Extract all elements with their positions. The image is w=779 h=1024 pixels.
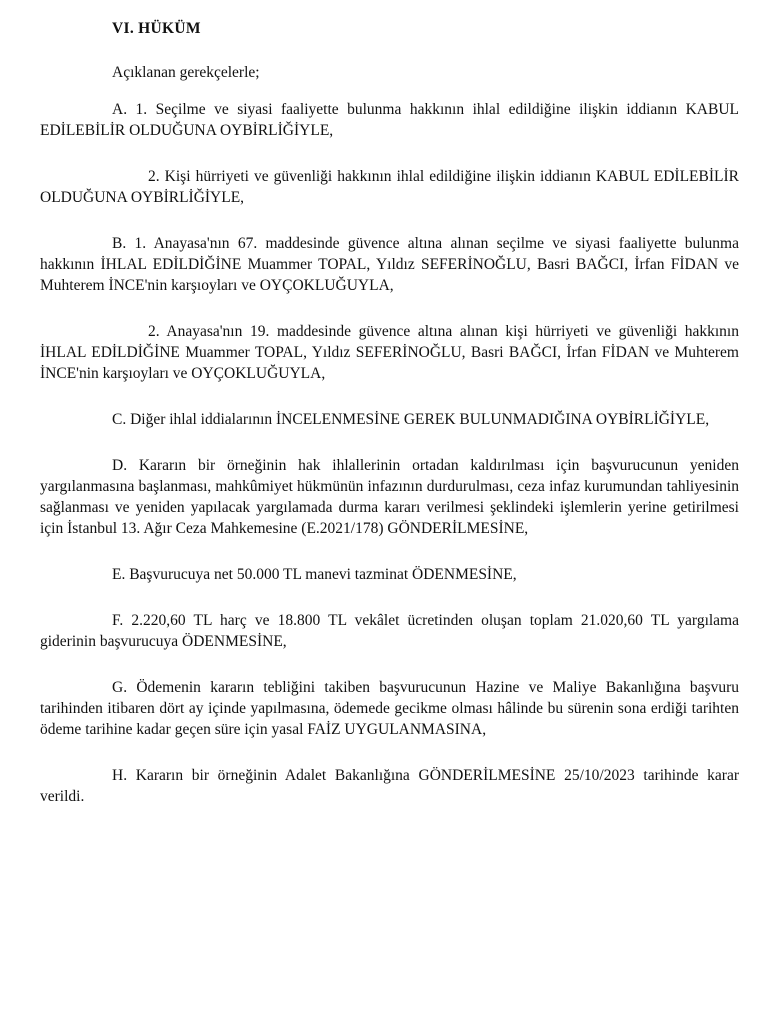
- paragraph-h: H. Kararın bir örneğinin Adalet Bakanlığına GÖNDERİLMESİNE 25/10/2023 tarihinde karar verildi.: [40, 767, 739, 805]
- paragraph-f: F. 2.220,60 TL harç ve 18.800 TL vekâlet ücretinden oluşan toplam 21.020,60 TL yargılama giderinin başvurucuya ÖDENMESİNE,: [40, 612, 739, 650]
- paragraph-a1: A. 1. Seçilme ve siyasi faaliyette bulunma hakkının ihlal edildiğine ilişkin iddianın KABUL EDİLEBİLİR OLDUĞUNA OYBİRLİĞİYLE,: [40, 101, 739, 139]
- paragraph-b2: 2. Anayasa'nın 19. maddesinde güvence altına alınan kişi hürriyeti ve güvenliği hakkının İHLAL EDİLDİĞİNE Muammer TOPAL, Yıldız SEFERİNOĞLU, Basri BAĞCI, İrfan FİDAN ve Muhterem İNCE'nin karşıoyları ve OYÇOKLUĞUYLA,: [40, 323, 739, 382]
- paragraph-b1: B. 1. Anayasa'nın 67. maddesinde güvence altına alınan seçilme ve siyasi faaliyette bulunma hakkının İHLAL EDİLDİĞİNE Muammer TOPAL, Yıldız SEFERİNOĞLU, Basri BAĞCI, İrfan FİDAN ve Muhterem İNCE'nin karşıoyları ve OYÇOKLUĞUYLA,: [40, 235, 739, 294]
- paragraph-c: C. Diğer ihlal iddialarının İNCELENMESİNE GEREK BULUNMADIĞINA OYBİRLİĞİYLE,: [112, 411, 710, 428]
- section-heading: VI. HÜKÜM: [112, 20, 201, 37]
- paragraph-a2: 2. Kişi hürriyeti ve güvenliği hakkının ihlal edildiğine ilişkin iddianın KABUL EDİLEBİLİR OLDUĞUNA OYBİRLİĞİYLE,: [40, 168, 739, 206]
- paragraph-e: E. Başvurucuya net 50.000 TL manevi tazminat ÖDENMESİNE,: [112, 566, 517, 583]
- intro-line: Açıklanan gerekçelerle;: [112, 64, 260, 81]
- paragraph-g: G. Ödemenin kararın tebliğini takiben başvurucunun Hazine ve Maliye Bakanlığına başvuru tarihinden itibaren dört ay içinde yapılmasına, ödemede gecikme olması hâlinde bu sürenin sona erdiği tarihten ödeme tarihine kadar geçen süre için yasal FAİZ UYGULANMASINA,: [40, 679, 739, 738]
- paragraph-d: D. Kararın bir örneğinin hak ihlallerinin ortadan kaldırılması için başvurucunun yeniden yargılanmasına başlanması, mahkûmiyet hükmünün infazının durdurulması, ceza infaz kurumundan tahliyesinin sağlanması ve yeniden yapılacak yargılamada durma kararı verilmesi şeklindeki işlemlerin yerine getirilmesi için İstanbul 13. Ağır Ceza Mahkemesine (E.2021/178) GÖNDERİLMESİNE,: [40, 457, 739, 537]
